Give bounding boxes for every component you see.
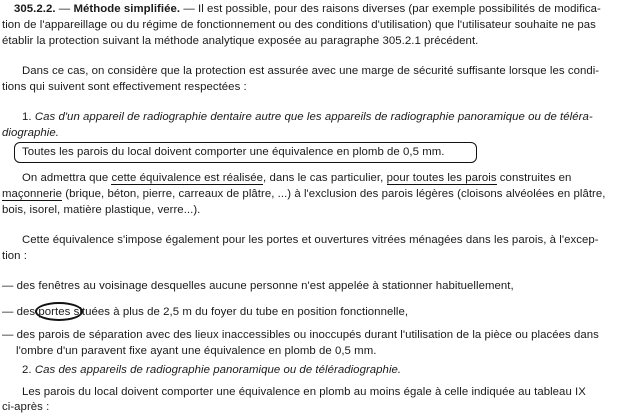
para4-line1: Cette équivalence s'impose également pour les portes et ouvertures vitrées ménagées dans les parois, à l'excep- (22, 234, 599, 246)
section-intro-line2: tion de l'appareillage ou du régime de fonctionnement ou des conditions d'utilisation) que l'utilisateur souhaite ne pas (2, 19, 596, 31)
case2-title: Cas des appareils de radiographie panoramique ou de téléradiographie. (34, 364, 402, 376)
section-title: Méthode simplifiée. (73, 3, 181, 15)
para3-text-rest: (brique, béton, pierre, carreaux de plâtre, ...) à l'exclusion des parois légères (cloisons alvéolées en plâtre, (62, 188, 606, 200)
para2-line1: Dans ce cas, on considère que la protection est assurée avec une marge de sécurité suffisante lorsque les condi- (22, 65, 600, 77)
case2-line (22, 363, 401, 377)
case1-title: Cas d'un appareil de radiographie dentaire autre que les appareils de radiographie panoramique ou de téléra- (34, 111, 593, 123)
bullet-portes-rest: situées à plus de 2,5 m du foyer du tube en position fonctionnelle, (70, 306, 409, 318)
para3-line3: bois, isorel, matière plastique, verre...). (2, 204, 201, 216)
para3-line2 (2, 187, 606, 201)
case1-number: 1. (22, 111, 35, 123)
para5-line2: ci-après : (2, 401, 50, 413)
circled-word-portes: portes (38, 306, 71, 318)
section-dash: — (55, 3, 74, 15)
underline-cette-equivalence: cette équivalence est réalisée (111, 172, 264, 184)
para3-text-b: , dans le cas particulier, (263, 172, 387, 184)
case1-line2: diographie. (2, 127, 59, 139)
section-intro-line3: établir la protection suivant la méthode analytique exposée au paragraphe 305.2.1 précédent. (2, 35, 479, 47)
section-heading-line (14, 2, 601, 16)
para4-line2: tion : (2, 250, 27, 262)
underline-maconnerie: maçonnerie (2, 188, 63, 200)
para3-text-c: construites en (496, 172, 572, 184)
bullet-fenetres: — des fenêtres au voisinage desquelles aucune personne n'est appelée à stationner habituellement, (2, 280, 514, 292)
bullet-portes-prefix: — des (2, 306, 39, 318)
section-intro-line1: — Il est possible, pour des raisons diverses (par exemple possibilités de modifica- (180, 3, 601, 15)
para5-line1: Les parois du local doivent comporter une équivalence en plomb au moins égale à celle indiquée au tableau IX (22, 386, 586, 398)
case2-number: 2. (22, 364, 35, 376)
bullet-parois-line1: — des parois de séparation avec des lieux inaccessibles ou inoccupés durant l'utilisation de la pièce ou placées dans (2, 329, 599, 341)
para3-line1 (22, 171, 571, 185)
boxed-rule-text: Toutes les parois du local doivent comporter une équivalence en plomb de 0,5 mm. (22, 146, 445, 158)
bullet-parois-line2: l'ombre d'un paravent fixe ayant une équivalence en plomb de 0,5 mm. (16, 345, 377, 357)
underline-toutes-les-parois: pour toutes les parois (386, 172, 497, 184)
para2-line2: tions qui suivent sont effectivement respectées : (2, 81, 247, 93)
case1-line1 (22, 110, 593, 124)
bullet-portes (2, 305, 408, 319)
para3-text-a: On admettra que (22, 172, 112, 184)
section-number: 305.2.2. (14, 3, 56, 15)
